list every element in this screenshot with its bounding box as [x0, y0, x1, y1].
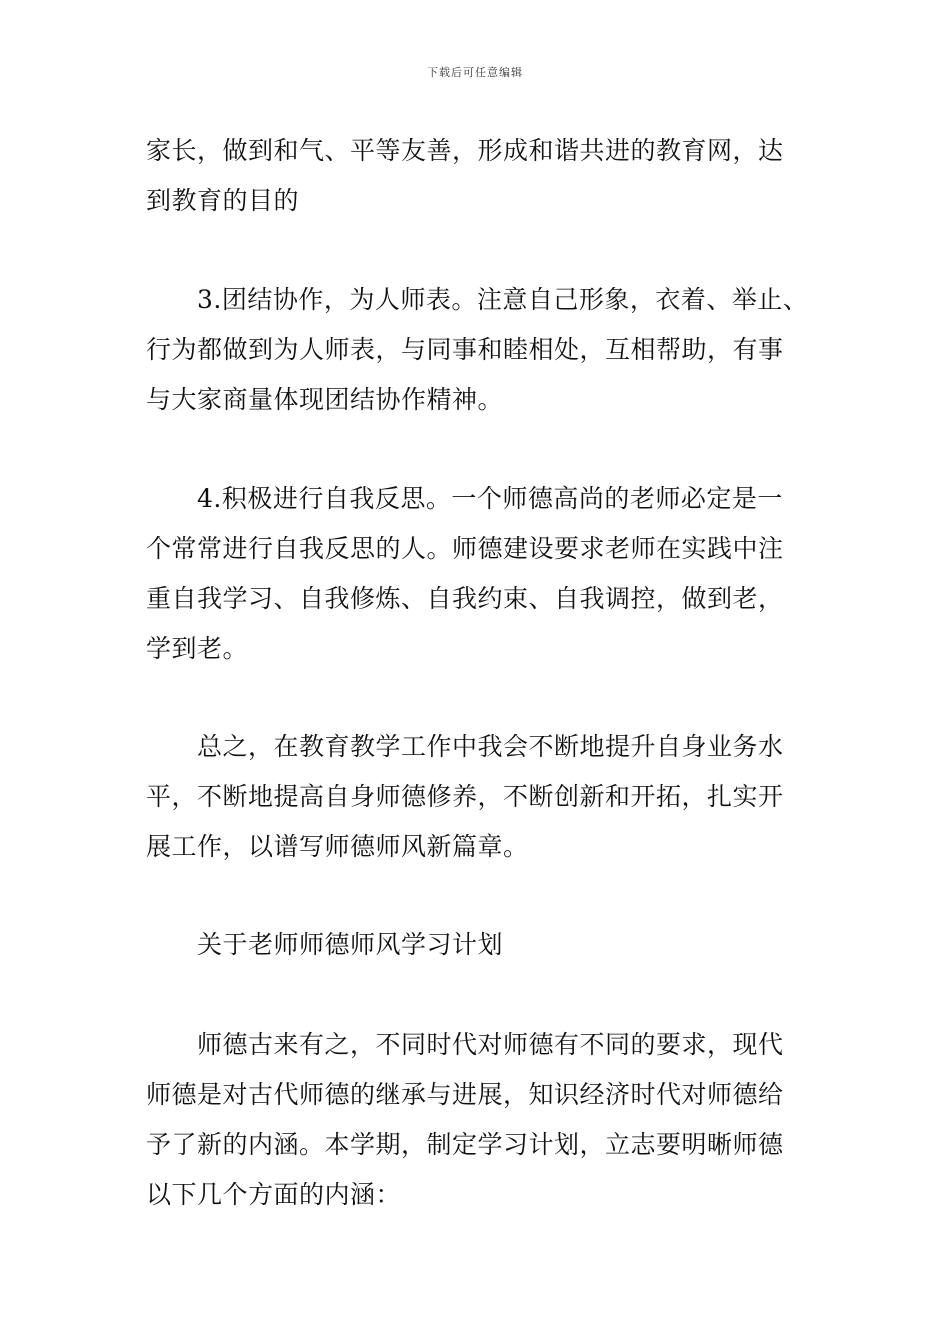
text-line: 平，不断地提高自身师德修养，不断创新和开拓，扎实开: [146, 782, 784, 811]
paragraph-first-line: 3.团结协作，为人师表。注意自己形象，衣着、举止、: [197, 285, 809, 314]
text-line: 行为都做到为人师表，与同事和睦相处，互相帮助，有事: [146, 335, 784, 364]
text-line: 学到老。: [146, 634, 249, 663]
text-line: 个常常进行自我反思的人。师德建设要求老师在实践中注: [146, 534, 784, 563]
text-line: 到教育的目的: [146, 186, 300, 215]
text-line: 家长，做到和气、平等友善，形成和谐共进的教育网，达: [146, 136, 784, 165]
text-line: 师德是对古代师德的继承与进展，知识经济时代对师德给: [146, 1080, 784, 1109]
text-line: 展工作，以谱写师德师风新篇章。: [146, 832, 529, 861]
paragraph-first-line: 师德古来有之，不同时代对师德有不同的要求，现代: [197, 1030, 784, 1059]
text-line: 以下几个方面的内涵：: [146, 1180, 402, 1209]
paragraph-first-line: 4.积极进行自我反思。一个师德高尚的老师必定是一: [197, 484, 783, 513]
text-line: 与大家商量体现团结协作精神。: [146, 385, 504, 414]
text-line: 重自我学习、自我修炼、自我约束、自我调控，做到老，: [146, 584, 784, 613]
section-title: 关于老师师德师风学习计划: [197, 930, 504, 959]
page-header: 下载后可任意编辑: [427, 66, 523, 79]
text-line: 予了新的内涵。本学期，制定学习计划，立志要明晰师德: [146, 1130, 784, 1159]
paragraph-first-line: 总之，在教育教学工作中我会不断地提升自身业务水: [197, 732, 784, 761]
